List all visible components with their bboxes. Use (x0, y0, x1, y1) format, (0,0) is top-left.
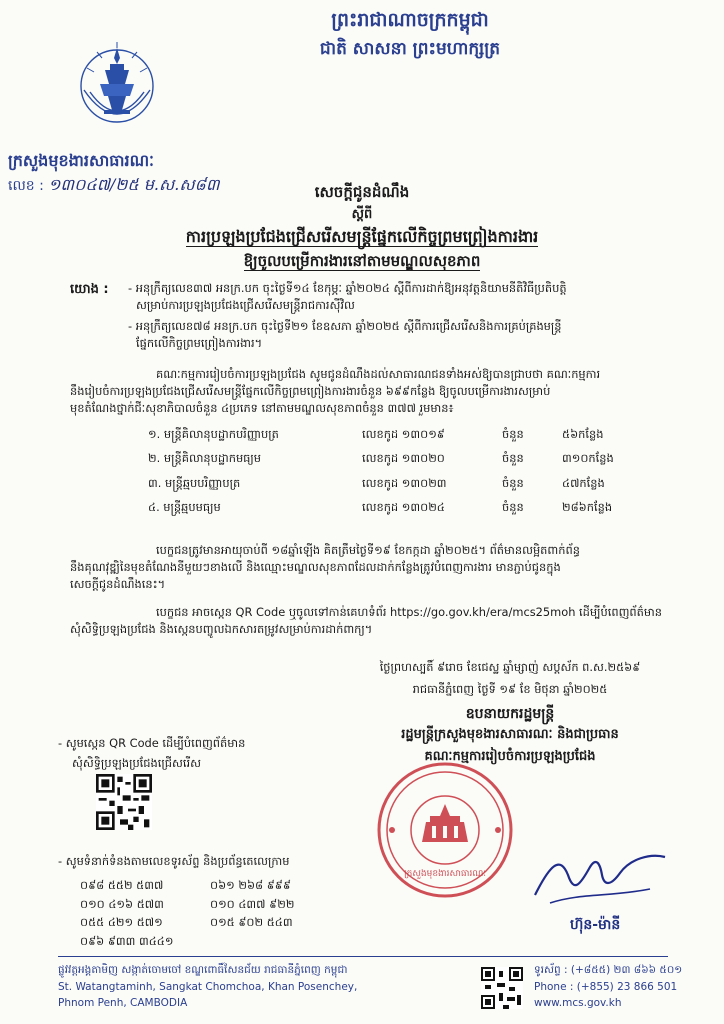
kingdom-title: ព្រះរាជាណាចក្រកម្ពុជា (331, 9, 489, 31)
address-kh: ផ្លូវវត្តអង្គតាមិញ សង្កាត់ចោមចៅ ខណ្ឌពោធិ៍សែនជ័យ រាជធានីភ្នំពេញ កម្ពុជា (58, 964, 348, 976)
address-line: Phnom Penh, CAMBODIA (58, 997, 188, 1009)
eligibility-line: នឹងគុណវុឌ្ឍិនៃមុខតំណែងនីមួយៗខាងលើ និងឈ្មោះមណ្ឌលសុខភាពដែលដាក់កន្លែងត្រូវបំពេញការងារ មានភ្ជាប់ជូនក្នុង (70, 560, 561, 574)
position-row (148, 472, 688, 497)
footer-address (58, 962, 357, 1012)
position-row (148, 497, 688, 522)
position-row (148, 423, 688, 448)
phone-number[interactable]: ០៦១ ២៦៨ ៩៩៩ (210, 878, 291, 892)
notice-subject-label: ស្ដីពី (351, 207, 373, 222)
contact-phones (80, 876, 340, 950)
position-count: ៣១០កន្លែង (562, 451, 614, 466)
phone-number[interactable]: ០១០ ៤១៦ ៥៧៣ (80, 896, 164, 911)
notice-subject-line1: ការប្រឡងប្រជែងជ្រើសរើសមន្ត្រីផ្នែកលើកិច្ចព្រមព្រៀងការងារ (185, 227, 539, 246)
positions-list (148, 423, 688, 521)
signatory-title1: ឧបនាយករដ្ឋមន្ត្រី (465, 706, 555, 722)
contact-title: - សូមទំនាក់ទំនងតាមលេខទូរស័ព្ទ និងប្រព័ន្ធតេលេក្រាម (58, 854, 290, 868)
application-paragraph (70, 604, 700, 638)
signature-icon (530, 845, 670, 910)
intro-line: នឹងរៀបចំការប្រឡងប្រជែងជ្រើសរើសមន្ត្រីផ្នែកលើកិច្ចព្រមព្រៀងការងារចំនួន ៦៩៩កន្លែង ឱ្យចូលបម្រើការងារសម្រាប់ (70, 384, 551, 398)
eligibility-line: បេក្ខជនត្រូវមានអាយុចាប់ពី ១៨ឆ្នាំឡើង គិតត្រឹមថ្ងៃទី១៩ ខែកក្កដា ឆ្នាំ២០២៥។ ព័ត៌មានលម្អិតពាក់ព័ន្ធ (156, 543, 580, 557)
signatory-title3: គណៈកម្មការរៀបចំការប្រឡងប្រជែង (424, 749, 596, 764)
notice-title: សេចក្ដីជូនដំណឹង (314, 183, 410, 201)
eligibility-paragraph (70, 542, 700, 593)
intro-line: មុខតំណែងថ្នាក់ជីៈសុខាភិបាលចំនួន ៤ប្រភេទ នៅតាមមណ្ឌលសុខភាពចំនួន ៣៧៧ រួមមាន៖ (70, 401, 454, 415)
national-motto: ជាតិ សាសនា ព្រះមហាក្សត្រ (319, 39, 501, 59)
qr-note-line: - សូមស្កេន QR Code ដើម្បីបំពេញព័ត៌មាន (58, 736, 246, 750)
address-line: St. Watangtaminh, Sangkat Chomchoa, Khan Posenchey, (58, 980, 358, 993)
phone-number[interactable]: ០៩៦ ៩៣៣ ៣៤៤១ (80, 933, 174, 948)
ministry-emblem-icon (72, 38, 162, 138)
position-row (148, 448, 688, 473)
footer-contact (534, 962, 682, 1012)
qr-note (58, 733, 245, 773)
position-code: លេខកូដ ១៣០២៤ (362, 500, 445, 515)
reference-value: ១៣០៤៧/២៥ ម.ស.ស៨៣ (48, 175, 220, 194)
reference-item: - អនុក្រឹត្យលេខ៣៧ អនក្រ.បក ចុះថ្ងៃទី១៤ ខែកុម្ភៈ ឆ្នាំ២០២៤ ស្ដីពីការដាក់ឱ្យអនុវត្តនិយាមនីតិវិធីប្រតិបត្តិ (128, 281, 567, 295)
footer-divider (58, 956, 668, 957)
position-count-label: ចំនួន (502, 426, 524, 441)
phone-number[interactable]: ០៩៨ ៥៥២ ៥៣៧ (80, 878, 164, 892)
phone-en: Phone : (+855) 23 866 501 (534, 980, 678, 993)
lunar-date: ថ្ងៃព្រហស្បតិ៍ ៩រោច ខែជេស្ឋ ឆ្នាំម្សាញ់ សប្តស័ក ព.ស.២៥៦៩ (379, 660, 641, 674)
reference-item: ផ្នែកលើកិច្ចព្រមព្រៀងការងារ។ (136, 336, 263, 350)
qr-note-line: សុំសិទ្ធិប្រឡងប្រជែងជ្រើសរើស (72, 756, 201, 770)
position-count: ៥៦កន្លែង (562, 426, 604, 441)
notice-subject-line2: ឱ្យចូលបម្រើការងារនៅតាមមណ្ឌលសុខភាព (243, 252, 481, 270)
intro-paragraph (70, 366, 700, 417)
footer-qr-code-icon[interactable] (481, 967, 523, 1009)
position-name: ៣. មន្ត្រីឆ្មបបរិញ្ញាបត្រ (148, 475, 241, 490)
phone-number[interactable]: ០១០ ៤៣៧ ៩២២ (210, 896, 295, 911)
references-list (128, 280, 698, 352)
application-line: សុំសិទ្ធិប្រឡងប្រជែង និងស្កេនបញ្ចូលឯកសារតម្រូវសម្រាប់ការដាក់ពាក្យ។ (70, 622, 373, 636)
position-name: ២. មន្ត្រីគិលានុបដ្ឋាកមធ្យម (148, 451, 262, 466)
reference-item: សម្រាប់ការប្រឡងប្រជែងជ្រើសរើសមន្ត្រីរាជការស៊ីវិល (136, 298, 355, 312)
reference-label: លេខ : (8, 178, 44, 194)
position-code: លេខកូដ ១៣០២៣ (362, 475, 447, 490)
seal-text: ក្រសួងមុខងារសាធារណៈ (403, 869, 487, 879)
intro-line: គណៈកម្មការរៀបចំការប្រឡងប្រជែង សូមជូនដំណឹងដល់សាធារណជនទាំងអស់ឱ្យបានជ្រាបថា គណៈកម្មការ (156, 367, 601, 381)
position-code: លេខកូដ ១៣០១៩ (362, 426, 445, 441)
phone-kh: ទូរស័ព្ទ : (+៨៥៥) ២៣ ៨៦៦ ៥០១ (534, 964, 683, 976)
website-link[interactable]: www.mcs.gov.kh (534, 997, 622, 1009)
position-count-label: ចំនួន (502, 500, 524, 515)
position-name: ១. មន្ត្រីគិលានុបដ្ឋាកបរិញ្ញាបត្រ (148, 426, 279, 441)
qr-code-icon[interactable] (96, 774, 152, 830)
position-name: ៤. មន្ត្រីឆ្មបមធ្យម (148, 500, 221, 515)
position-count-label: ចំនួន (502, 451, 524, 466)
position-code: លេខកូដ ១៣០២០ (362, 451, 445, 466)
phone-number[interactable]: ០១៥ ៩០២ ៥៤៣ (210, 915, 293, 929)
phone-number[interactable]: ០៥៥ ៤២១ ៥៧១ (80, 915, 163, 929)
eligibility-line: សេចក្ដីជូនដំណឹងនេះ។ (70, 577, 166, 591)
signatory-title2: រដ្ឋមន្ត្រីក្រសួងមុខងារសាធារណៈ និងជាប្រធាន (401, 727, 619, 742)
reference-item: - អនុក្រឹត្យលេខ៧៨ អនក្រ.បក ចុះថ្ងៃទី២១ ខែឧសភា ឆ្នាំ២០២៥ ស្ដីពីការជ្រើសរើសនិងការគ្រប់គ្រងមន្ត្រី (128, 319, 562, 333)
solar-date: រាជធានីភ្នំពេញ ថ្ងៃទី ១៩ ខែ មិថុនា ឆ្នាំ២០២៥ (412, 682, 608, 696)
application-line: បេក្ខជន អាចស្កេន QR Code ឬចូលទៅកាន់គេហទំព័រ https://go.gov.kh/era/mcs25moh ដើម្បីបំពេញព័ត៌មាន (156, 605, 662, 619)
position-count-label: ចំនួន (502, 475, 524, 490)
references-label: យោង : (70, 282, 109, 297)
signatory-name: ហ៊ុន-ម៉ានី (570, 917, 621, 933)
position-count: ២៨៦កន្លែង (562, 500, 613, 515)
official-seal-icon (370, 760, 520, 900)
position-count: ៤៧កន្លែង (562, 475, 605, 490)
ministry-name: ក្រសួងមុខងារសាធារណៈ (8, 151, 154, 170)
